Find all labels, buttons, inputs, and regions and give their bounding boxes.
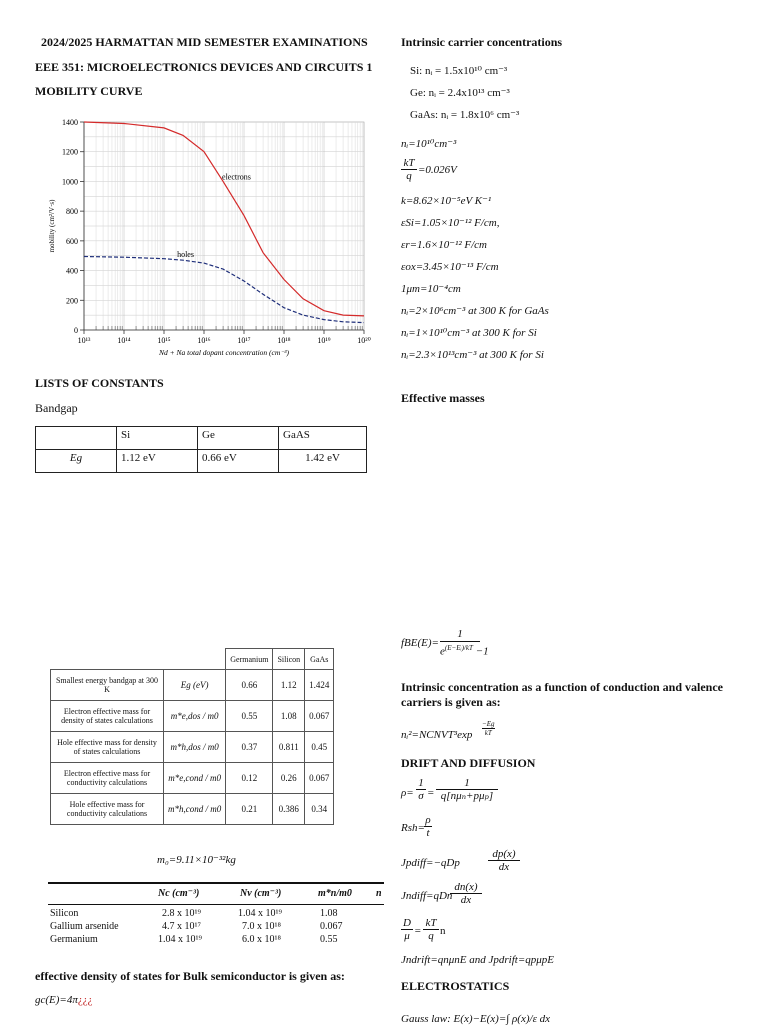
- const-eps-ox: εox=3.45×10⁻¹³ F/cm: [401, 261, 499, 273]
- rsh-formula: Rsh=: [401, 822, 425, 834]
- nc-row-name: Silicon: [50, 908, 79, 919]
- ni2-formula: nᵢ²=NCNVT³exp: [401, 729, 473, 741]
- mass-cell: 0.811: [273, 732, 305, 763]
- mass-header-blank-1: [51, 649, 164, 670]
- rsh-frac: ρ t: [425, 814, 431, 839]
- x-axis-label: Nd + Na total dopant concentration (cm⁻³): [158, 348, 290, 357]
- mass-row-label: Electron effective mass for density of states calculations: [51, 701, 164, 732]
- nc-row-name: Gallium arsenide: [50, 921, 119, 932]
- const-micron: 1μm=10⁻⁴cm: [401, 283, 461, 295]
- ni-germanium: Ge: nᵢ = 2.4x10¹³ cm⁻³: [410, 87, 510, 99]
- fbe-formula: fBE(E)=: [401, 637, 439, 649]
- mass-row: [51, 670, 334, 701]
- bandgap-row-label: Eg: [36, 450, 117, 473]
- y-tick-label: 0: [74, 326, 78, 335]
- nc-row-m: 0.55: [320, 934, 338, 945]
- intrinsic-cond-title: Intrinsic concentration as a function of conduction and valence carriers is given as:: [401, 680, 724, 709]
- x-tick-label: 10¹⁵: [157, 336, 171, 345]
- mass-row-label: Electron effective mass for conductivity calculations: [51, 763, 164, 794]
- mass-row-symbol: m*h,cond / m0: [164, 794, 226, 825]
- d-over-mu: D μ: [401, 917, 413, 942]
- nc-row-m: 0.067: [320, 921, 343, 932]
- mass-cell: 0.12: [226, 763, 273, 794]
- nc-nv-table: [48, 882, 384, 950]
- drift-title: DRIFT AND DIFFUSION: [401, 756, 536, 770]
- mobility-title: MOBILITY CURVE: [35, 84, 143, 98]
- nc-row-nc: 4.7 x 10¹⁷: [162, 921, 201, 932]
- mass-cell: 0.55: [226, 701, 273, 732]
- nc-table-top-rule: [48, 882, 384, 884]
- mass-cell: 0.067: [305, 763, 334, 794]
- rho-frac-1: 1 σ: [416, 777, 426, 802]
- intrinsic-title: Intrinsic carrier concentrations: [401, 35, 563, 49]
- mobility-chart: [40, 112, 380, 362]
- nc-header: Nc (cm⁻³): [158, 888, 200, 899]
- constants-title: LISTS OF CONSTANTS: [35, 376, 164, 390]
- mass-row-symbol: m*h,dos / m0: [164, 732, 226, 763]
- course-title: EEE 351: MICROELECTRONICS DEVICES AND CIRCUITS 1: [35, 60, 373, 74]
- mass-cell: 0.386: [273, 794, 305, 825]
- bandgap-gaas-value: 1.42 eV: [279, 450, 367, 473]
- const-ni-si-2: nᵢ=2.3×10¹³cm⁻³ at 300 K for Si: [401, 349, 544, 361]
- nc-row-nc: 2.8 x 10¹⁹: [162, 908, 201, 919]
- mass-header-gaas: GaAs: [305, 649, 334, 670]
- const-eps-si: εSi=1.05×10⁻¹² F/cm,: [401, 217, 500, 229]
- bandgap-header-si: Si: [117, 427, 198, 450]
- exam-title: 2024/2025 HARMATTAN MID SEMESTER EXAMINATIONS: [41, 35, 368, 49]
- jn-diff-frac: dn(x) dx: [450, 881, 482, 906]
- y-tick-label: 800: [66, 207, 78, 217]
- jp-diff-frac: dp(x) dx: [488, 848, 520, 873]
- y-tick-label: 600: [66, 236, 78, 246]
- x-tick-label: 10¹³: [77, 336, 91, 345]
- electrostatics-title: ELECTROSTATICS: [401, 979, 510, 993]
- y-tick-label: 1400: [62, 118, 78, 127]
- mass-cell: 0.37: [226, 732, 273, 763]
- mass-row-label: Hole effective mass for conductivity calculations: [51, 794, 164, 825]
- einstein-equals: =: [414, 925, 422, 937]
- nc-row-nv: 1.04 x 10¹⁹: [238, 908, 282, 919]
- mass-cell: 1.12: [273, 670, 305, 701]
- mass-cell: 0.26: [273, 763, 305, 794]
- bandgap-ge-value: 0.66 eV: [198, 450, 279, 473]
- nc-row-nv: 7.0 x 10¹⁸: [242, 921, 281, 932]
- mass-ratio-header: m*n/m0: [318, 888, 352, 899]
- const-eps-r: εr=1.6×10⁻¹² F/cm: [401, 239, 487, 251]
- effective-masses-title: Effective masses: [401, 391, 485, 405]
- mass-row-symbol: Eg (eV): [164, 670, 226, 701]
- mass-row: [51, 732, 334, 763]
- const-kt-q: =0.026V: [418, 164, 457, 176]
- const-k: k=8.62×10⁻⁵eV K⁻¹: [401, 195, 492, 207]
- dos-formula: [35, 994, 93, 1006]
- y-axis-label: mobility (cm²/V·s): [48, 199, 56, 253]
- einstein-frac: kT q: [423, 917, 439, 942]
- ni2-exponent: −Eg kT: [482, 720, 495, 737]
- mass-cell: 0.66: [226, 670, 273, 701]
- y-tick-label: 400: [66, 266, 78, 276]
- rho-frac-2: 1 q[nμₙ+pμₚ]: [436, 777, 498, 802]
- gauss-law: Gauss law: E(x)−E(x)=∫ ρ(x)/ε dx: [401, 1013, 551, 1025]
- nc-row-nv: 6.0 x 10¹⁸: [242, 934, 281, 945]
- effective-mass-table: [50, 648, 334, 825]
- x-tick-label: 10¹⁴: [117, 336, 131, 345]
- bandgap-table: [35, 426, 367, 473]
- nv-header: Nv (cm⁻³): [240, 888, 282, 899]
- kt-over-q: kT q: [401, 157, 417, 182]
- dos-title: effective density of states for Bulk semiconductor is given as:: [35, 969, 345, 983]
- fbe-fraction: 1 $e^{(E-Eᵢ)/kT} -1$: [440, 628, 489, 658]
- mass-cell: 0.34: [305, 794, 334, 825]
- ni-gaas: GaAs: nᵢ = 1.8x10⁶ cm⁻³: [410, 109, 520, 121]
- mass-row: [51, 701, 334, 732]
- x-tick-label: 10¹⁸: [277, 336, 291, 345]
- y-tick-label: 1200: [62, 147, 78, 157]
- mass-row: [51, 763, 334, 794]
- mass-row: [51, 794, 334, 825]
- mass-header-germanium: Germanium: [226, 649, 273, 670]
- mass-header-silicon: Silicon: [273, 649, 305, 670]
- mass-cell: 0.45: [305, 732, 334, 763]
- x-tick-label: 10¹⁶: [197, 336, 211, 345]
- mass-row-symbol: m*e,dos / m0: [164, 701, 226, 732]
- x-tick-label: 10²⁰: [357, 336, 371, 345]
- dos-formula-garbled: ¿¿¿: [77, 994, 93, 1006]
- bandgap-header-ge: Ge: [198, 427, 279, 450]
- mass-header-blank-2: [164, 649, 226, 670]
- x-tick-label: 10¹⁷: [237, 336, 251, 345]
- y-tick-label: 200: [66, 296, 78, 306]
- jn-diff-formula: Jndiff=qDn: [401, 890, 453, 902]
- const-ni-gaas: nᵢ=2×10⁶cm⁻³ at 300 K for GaAs: [401, 305, 549, 317]
- bandgap-label: Bandgap: [35, 401, 78, 415]
- mass-cell: 1.424: [305, 670, 334, 701]
- n-header: n: [376, 888, 382, 899]
- dos-formula-prefix: gc(E)=4π: [35, 994, 78, 1006]
- rho-equals: =: [427, 787, 435, 799]
- einstein-n: n: [440, 925, 446, 937]
- mass-row-label: Smallest energy bandgap at 300 K: [51, 670, 164, 701]
- bandgap-header-blank: [36, 427, 117, 450]
- mass-cell: 1.08: [273, 701, 305, 732]
- const-ni-si: nᵢ=1×10¹⁰cm⁻³ at 300 K for Si: [401, 327, 537, 339]
- mass-row-symbol: m*e,cond / m0: [164, 763, 226, 794]
- series-label-electrons: electrons: [222, 172, 251, 182]
- mass-row-label: Hole effective mass for density of states calculations: [51, 732, 164, 763]
- series-label-holes: holes: [177, 250, 194, 260]
- const-ni: nᵢ=10¹⁰cm⁻³: [401, 138, 457, 150]
- nc-row-name: Germanium: [50, 934, 98, 945]
- chart-grid: [84, 122, 364, 330]
- nc-table-header-rule: [48, 904, 384, 905]
- bandgap-header-gaas: GaAS: [279, 427, 367, 450]
- ni-silicon: Si: nᵢ = 1.5x10¹⁰ cm⁻³: [410, 65, 508, 77]
- drift-formula: Jndrift=qnμnE and Jpdrift=qpμpE: [401, 954, 554, 966]
- m0-formula: m₀=9.11×10⁻³²kg: [157, 854, 236, 866]
- x-tick-label: 10¹⁹: [317, 336, 331, 345]
- nc-row-nc: 1.04 x 10¹⁹: [158, 934, 202, 945]
- jp-diff-formula: Jpdiff=−qDp: [401, 857, 460, 869]
- nc-row-m: 1.08: [320, 908, 338, 919]
- mass-cell: 0.21: [226, 794, 273, 825]
- rho-formula: ρ=: [401, 787, 414, 799]
- y-tick-label: 1000: [62, 177, 78, 187]
- mass-cell: 0.067: [305, 701, 334, 732]
- bandgap-si-value: 1.12 eV: [117, 450, 198, 473]
